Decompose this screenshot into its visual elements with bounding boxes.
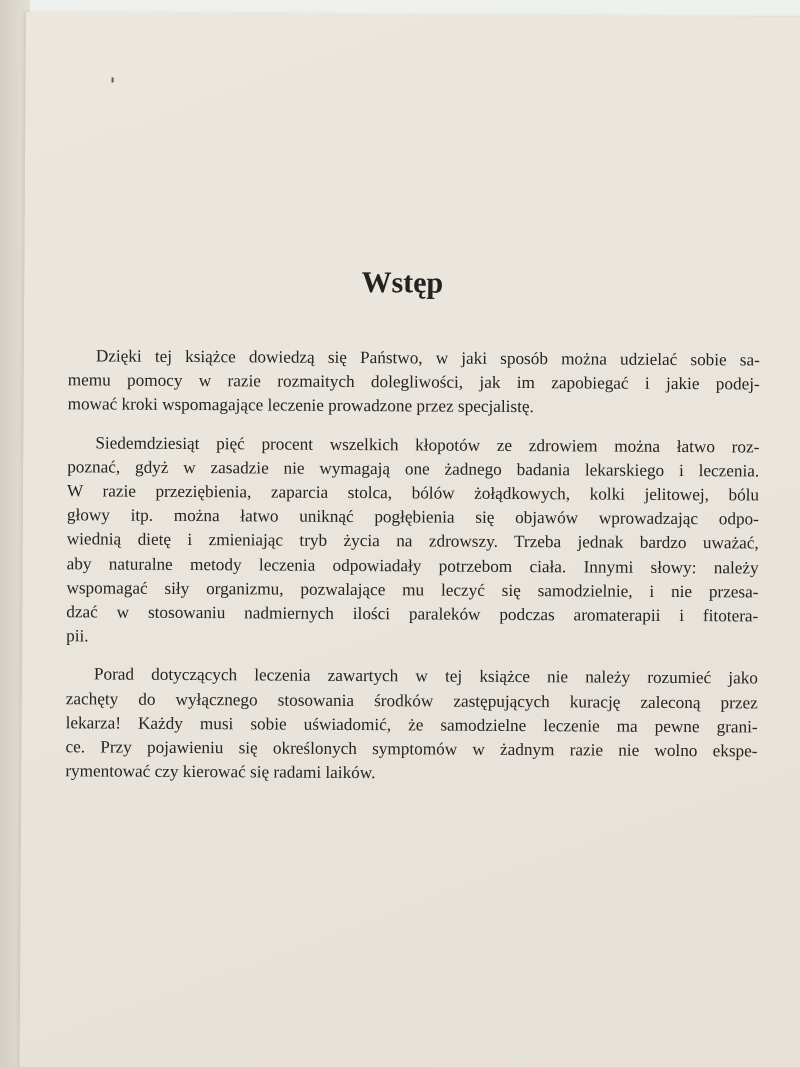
text-line: głowy itp. można łatwo uniknąć pogłębienia się objawów wprowadzając odpo- (66, 505, 759, 529)
chapter-heading: Wstęp (361, 266, 444, 300)
paragraph-1 (68, 344, 760, 421)
text-line: W razie przeziębienia, zaparcia stolca, bólów żołądkowych, kolki jelitowej, bólu (67, 481, 760, 505)
text-line: lekarza! Każdy musi sobie uświadomić, że samodzielne leczenie ma pewne grani- (65, 713, 758, 737)
page-mark (112, 78, 114, 83)
text-line: rymentować czy kierować się radami laików. (65, 761, 376, 783)
text-line: poznać, gdyż w zasadzie nie wymagają one żadnego badania lekarskiego i leczenia. (67, 457, 760, 481)
text-line: Siedemdziesiąt pięć procent wszelkich kłopotów ze zdrowiem można łatwo roz- (95, 433, 760, 457)
text-line: mować kroki wspomagające leczenie prowadzone przez specjalistę. (67, 394, 534, 417)
paragraph-2 (66, 431, 759, 653)
text-line: Porad dotyczących leczenia zawartych w tej książce nie należy rozumieć jako (93, 664, 759, 688)
text-line: wspomagać siły organizmu, pozwalające mu leczyć się samodzielnie, i nie przesa- (66, 578, 759, 602)
text-line: zachęty do wyłącznego stosowania środków zastępujących kurację zaleconą przez (65, 688, 758, 713)
text-line: wiednią dietę i zmieniając tryb życia na zdrowszy. Trzeba jednak bardzo uważać, (66, 529, 759, 553)
text-line: memu pomocy w razie rozmaitych dolegliwości, jak im zapobiegać i jakie podej- (67, 370, 760, 394)
paragraph-3 (65, 663, 758, 788)
text-line: dzać w stosowaniu nadmiernych ilości paraleków podczas aromaterapii i fitotera- (66, 602, 759, 626)
text-line: Dzięki tej książce dowiedzą się Państwo, w jaki sposób można udzielać sobie sa- (95, 346, 760, 370)
body-text (65, 344, 760, 802)
text-line: ce. Przy pojawieniu się określonych symptomów w żadnym razie nie wolno ekspe- (65, 737, 758, 761)
text-line: aby naturalne metody leczenia odpowiadały potrzebom ciała. Innymi słowy: należy (66, 553, 759, 578)
text-line: pii. (66, 626, 89, 646)
book-page (19, 12, 800, 1067)
